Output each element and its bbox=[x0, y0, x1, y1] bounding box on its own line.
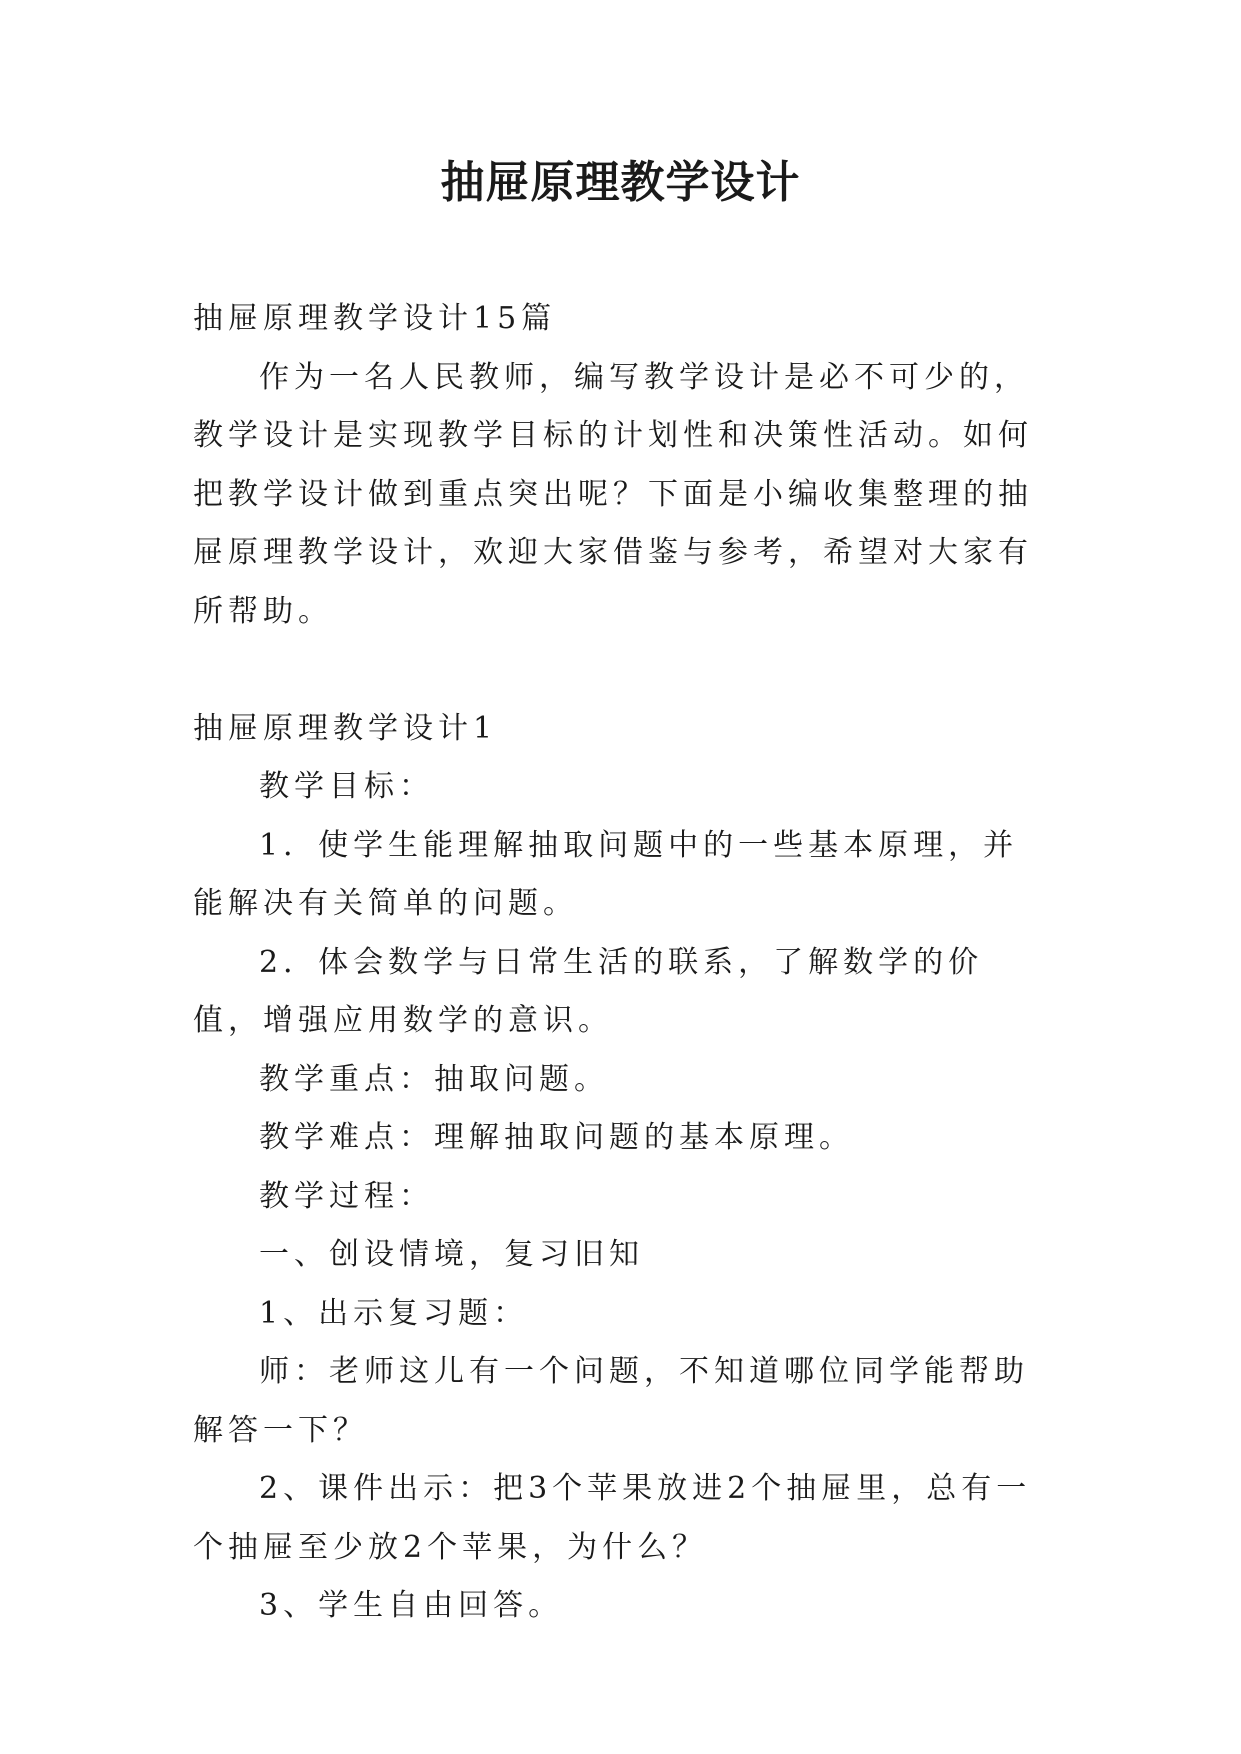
paragraph: 1、出示复习题： bbox=[259, 1295, 529, 1331]
paragraph: 3、学生自由回答。 bbox=[259, 1588, 564, 1623]
blank-line bbox=[193, 641, 1053, 700]
paragraph: 一、创设情境，复习旧知 bbox=[259, 1237, 644, 1272]
document-title: 抽屉原理教学设计 bbox=[440, 157, 801, 208]
document-body bbox=[193, 290, 1053, 1636]
paragraph: 教学过程： bbox=[259, 1178, 434, 1214]
paragraph: 2、课件出示：把3个苹果放进2个抽屉里，总有一个抽屉至少放2个苹果，为什么？ bbox=[193, 1471, 1032, 1565]
intro-paragraph: 作为一名人民教师，编写教学设计是必不可少的，教学设计是实现教学目标的计划性和决策性活动。如何把教学设计做到重点突出呢？下面是小编收集整理的抽屉原理教学设计，欢迎大家借鉴与参考，希望对大家有所帮助。 bbox=[193, 359, 1033, 629]
section-title: 抽屉原理教学设计1 bbox=[193, 710, 498, 746]
paragraph: 2．体会数学与日常生活的联系，了解数学的价值，增强应用数学的意识。 bbox=[193, 944, 984, 1038]
paragraph: 1．使学生能理解抽取问题中的一些基本原理，并能解决有关简单的问题。 bbox=[193, 827, 1019, 921]
paragraph: 教学重点：抽取问题。 bbox=[259, 1061, 609, 1097]
paragraph: 师：老师这儿有一个问题，不知道哪位同学能帮助解答一下？ bbox=[193, 1354, 1029, 1448]
paragraph: 教学目标： bbox=[259, 769, 434, 804]
paragraph: 教学难点：理解抽取问题的基本原理。 bbox=[259, 1120, 854, 1155]
document-subtitle: 抽屉原理教学设计15篇 bbox=[193, 301, 557, 336]
